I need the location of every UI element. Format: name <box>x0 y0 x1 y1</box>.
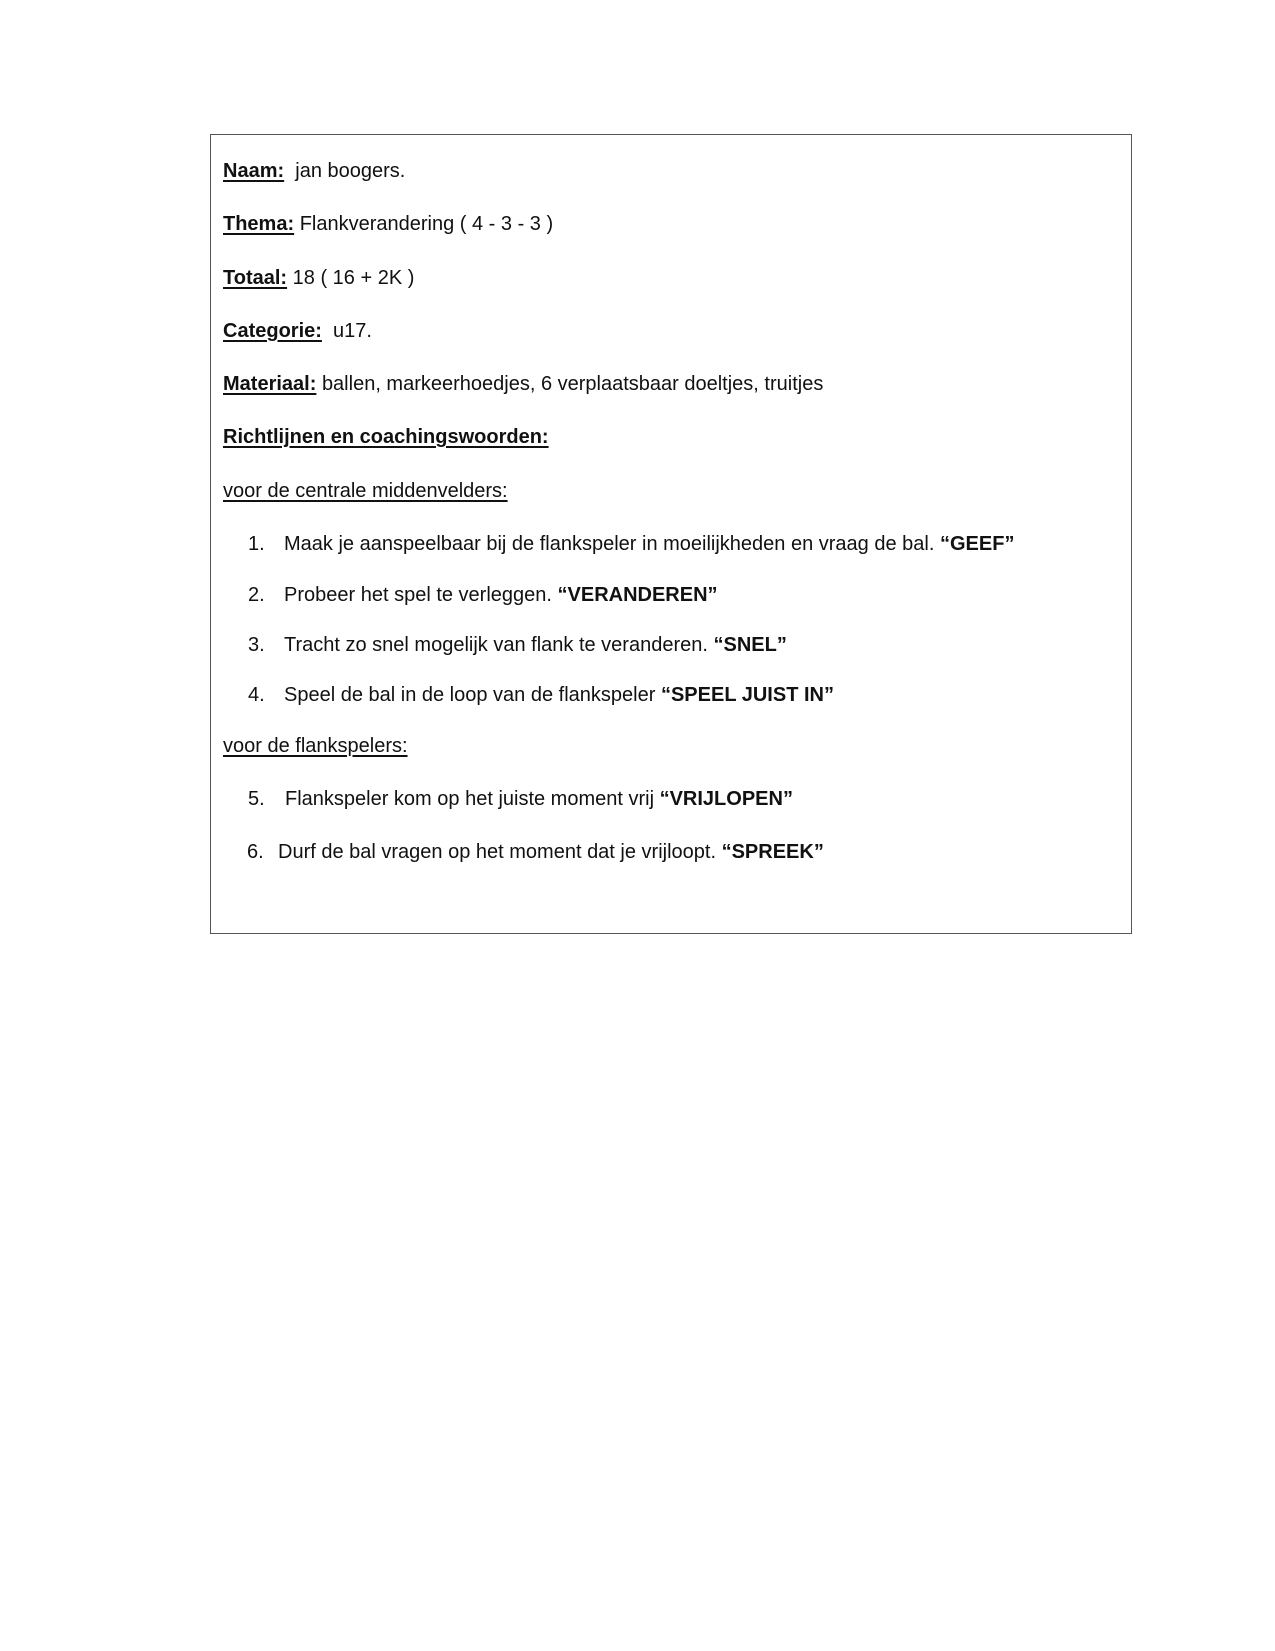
theme-label: Thema: <box>223 213 295 235</box>
guidelines-heading: Richtlijnen en coachingswoorden: <box>223 426 549 448</box>
item-text: Durf de bal vragen op het moment dat je vrijloopt. <box>278 841 717 863</box>
central-midfielders-heading: voor de centrale middenvelders: <box>223 480 508 502</box>
list-item <box>278 839 824 865</box>
list-item <box>284 531 1014 557</box>
name-label: Naam: <box>223 160 285 182</box>
wing-players-heading-row <box>223 733 408 759</box>
training-form-box <box>210 134 1132 934</box>
coaching-keyword: “SPEEL JUIST IN” <box>660 684 834 706</box>
category-row <box>223 318 372 344</box>
total-row <box>223 265 414 291</box>
material-label: Materiaal: <box>223 373 317 395</box>
item-number: 3. <box>248 634 265 656</box>
name-value: jan boogers. <box>295 160 406 182</box>
category-value: u17. <box>333 320 372 342</box>
theme-row <box>223 211 553 237</box>
item-text: Maak je aanspeelbaar bij de flankspeler in moeilijkheden en vraag de bal. <box>284 533 935 555</box>
total-value: 18 ( 16 + 2K ) <box>292 267 415 289</box>
coaching-keyword: “VRIJLOPEN” <box>659 788 793 810</box>
wing-players-heading: voor de flankspelers: <box>223 735 408 757</box>
list-item <box>284 682 834 708</box>
item-text: Speel de bal in de loop van de flankspeler <box>284 684 656 706</box>
coaching-keyword: “VERANDEREN” <box>557 584 718 606</box>
guidelines-heading-row <box>223 424 549 450</box>
central-midfielders-heading-row <box>223 478 508 504</box>
list-item <box>284 632 787 658</box>
item-number: 1. <box>248 533 265 555</box>
material-value: ballen, markeerhoedjes, 6 verplaatsbaar doeltjes, truitjes <box>321 373 824 395</box>
item-text: Tracht zo snel mogelijk van flank te veranderen. <box>284 634 708 656</box>
coaching-keyword: “GEEF” <box>939 533 1015 555</box>
category-label: Categorie: <box>223 320 322 342</box>
total-label: Totaal: <box>223 267 288 289</box>
item-number: 6. <box>247 841 264 863</box>
item-number: 4. <box>248 684 265 706</box>
item-text: Probeer het spel te verleggen. <box>284 584 552 606</box>
item-number: 5. <box>248 788 265 810</box>
item-text: Flankspeler kom op het juiste moment vrij <box>285 788 660 810</box>
material-row <box>223 371 823 397</box>
theme-value: Flankverandering ( 4 - 3 - 3 ) <box>299 213 554 235</box>
list-item <box>284 582 718 608</box>
coaching-keyword: “SNEL” <box>713 634 787 656</box>
list-item <box>285 786 793 812</box>
coaching-keyword: “SPREEK” <box>721 841 824 863</box>
name-row <box>223 158 405 184</box>
item-number: 2. <box>248 584 265 606</box>
